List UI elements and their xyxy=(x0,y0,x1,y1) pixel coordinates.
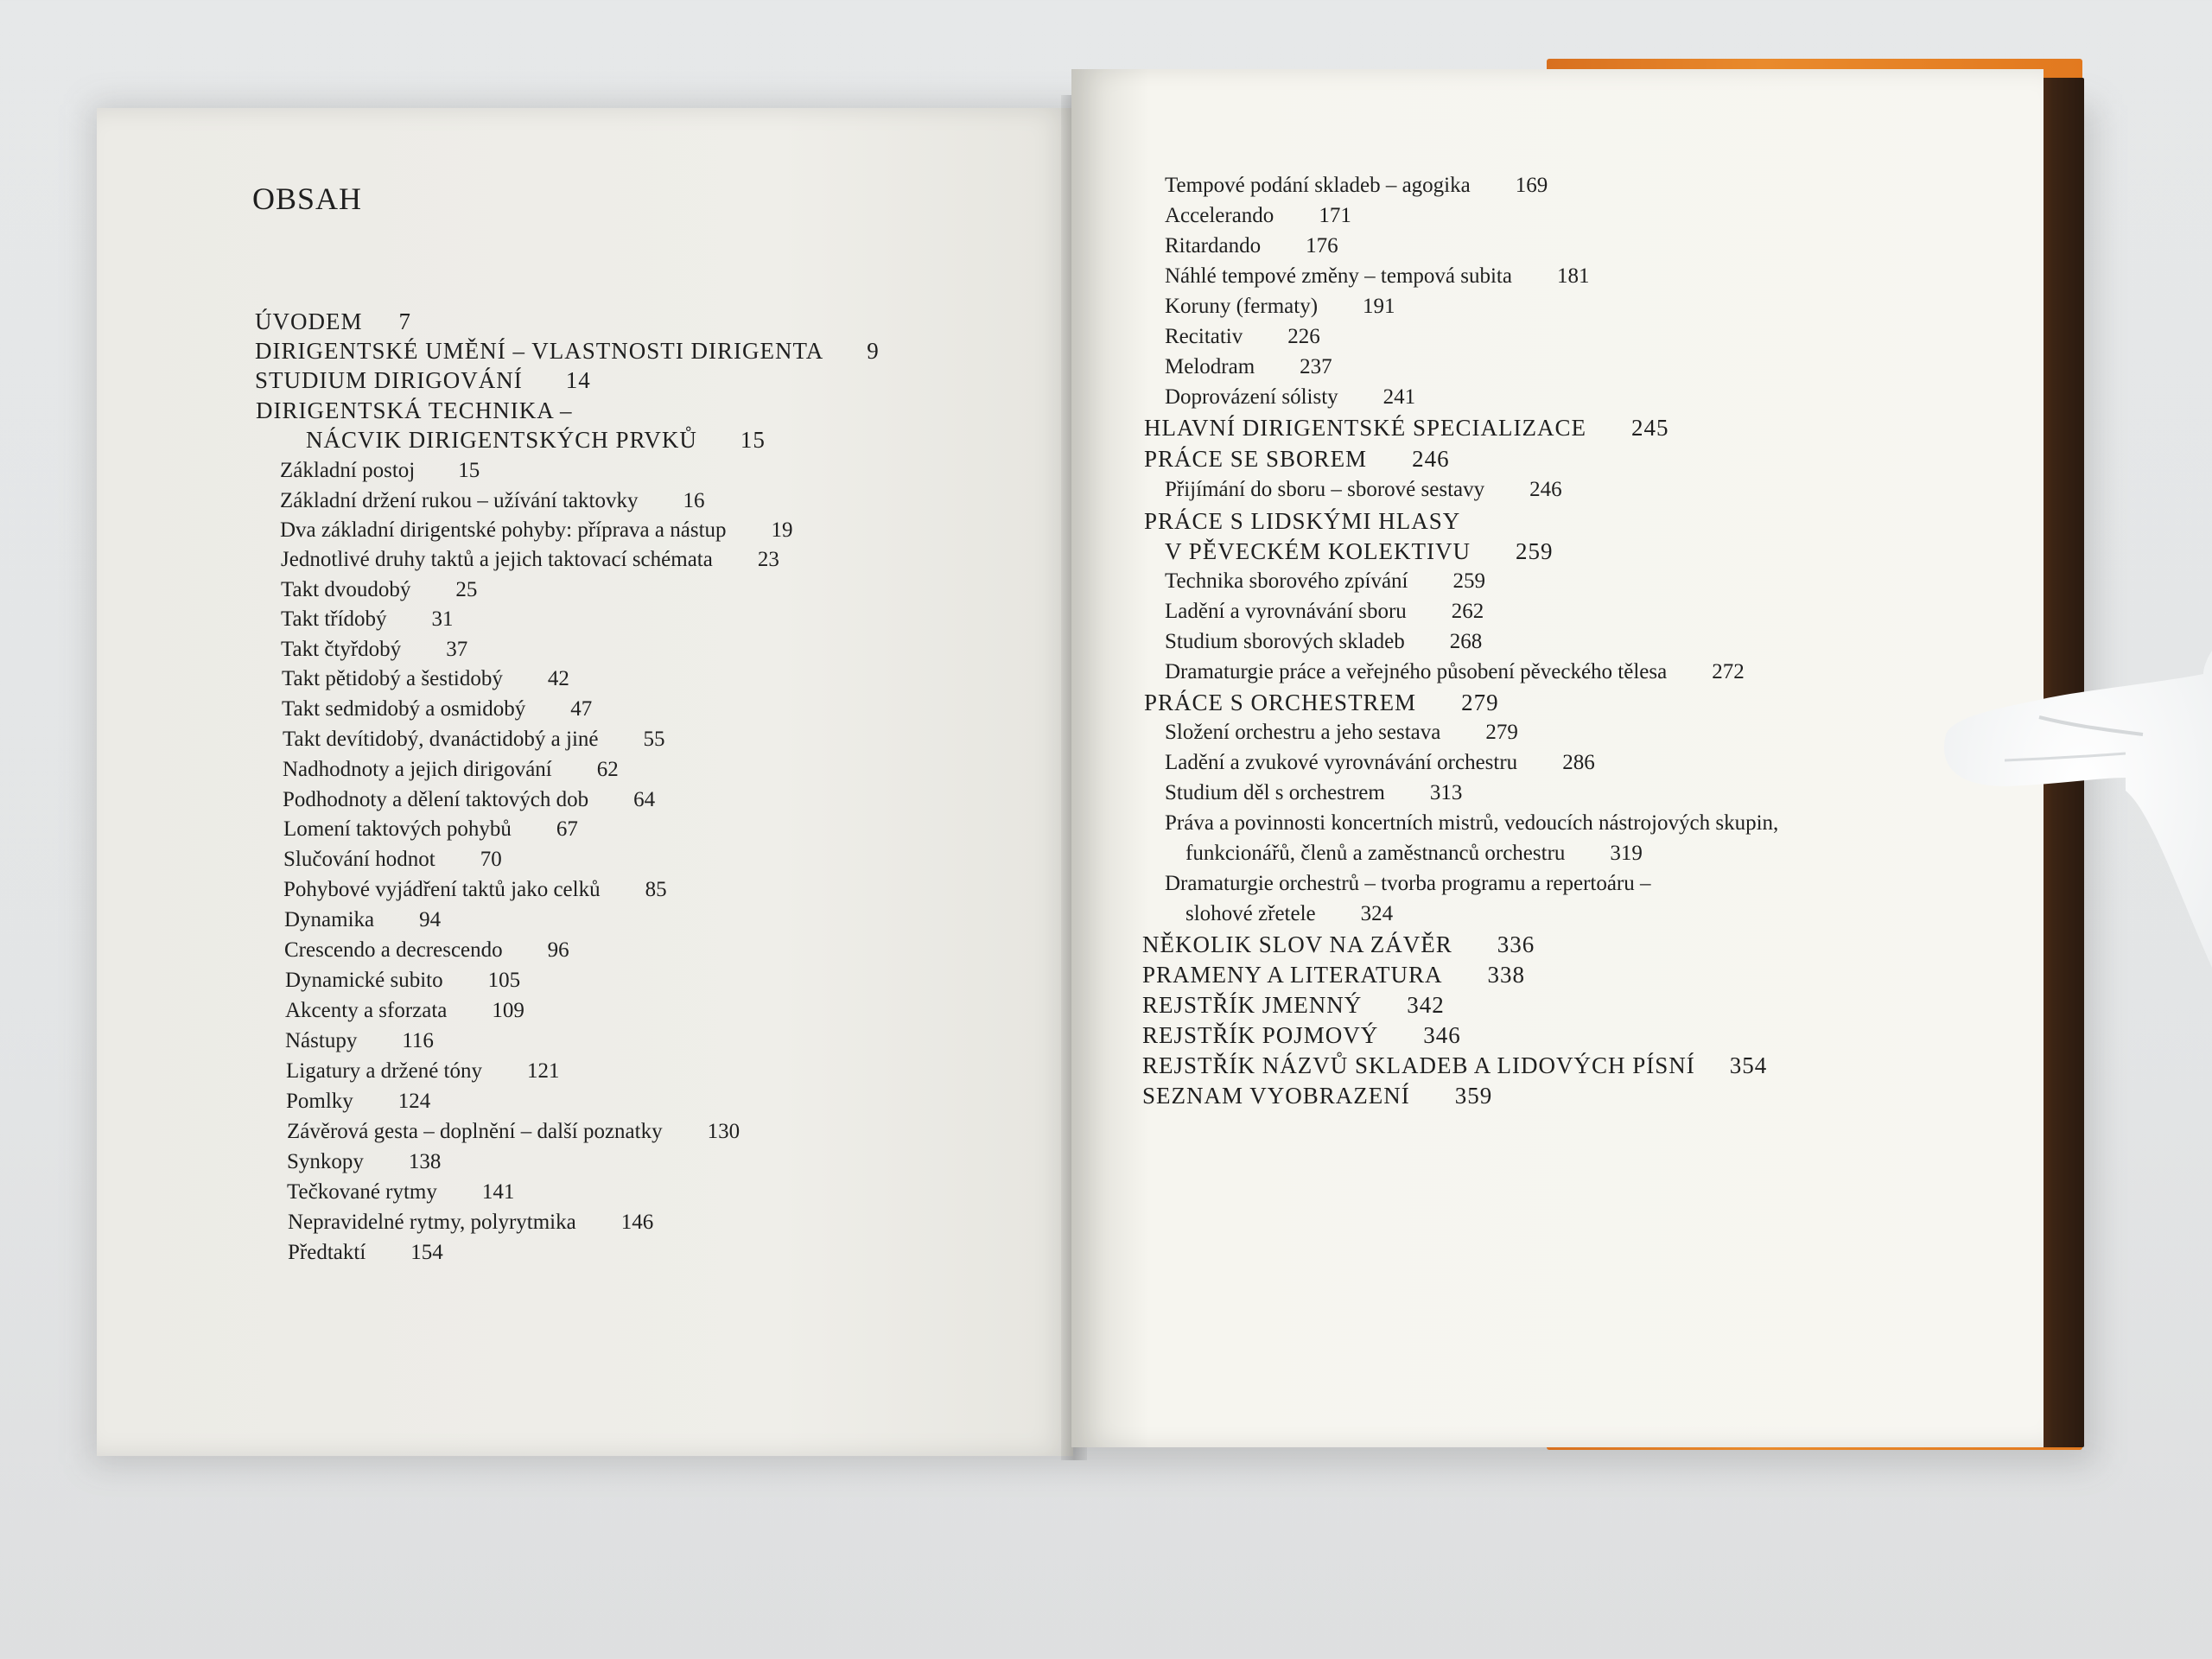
toc-entry: Ladění a zvukové vyrovnávání orchestru 286 xyxy=(1165,751,1595,774)
toc-entry: Ritardando 176 xyxy=(1165,234,1338,257)
toc-entry: Jednotlivé druhy taktů a jejich taktovací schémata 23 xyxy=(281,548,779,571)
toc-entry: Podhodnoty a dělení taktových dob 64 xyxy=(283,788,656,811)
toc-entry: Nadhodnoty a jejich dirigování 62 xyxy=(283,758,619,781)
toc-entry: Složení orchestru a jeho sestava 279 xyxy=(1165,721,1518,744)
toc-entry: Závěrová gesta – doplnění – další poznatky 130 xyxy=(287,1120,741,1143)
toc-entry: slohové zřetele 324 xyxy=(1185,902,1394,925)
toc-entry: Přijímání do sboru – sborové sestavy 246 xyxy=(1165,478,1562,501)
toc-entry: Accelerando 171 xyxy=(1165,204,1351,227)
toc-entry: Ladění a vyrovnávání sboru 262 xyxy=(1165,600,1484,623)
toc-entry: SEZNAM VYOBRAZENÍ 359 xyxy=(1142,1083,1493,1109)
toc-title: OBSAH xyxy=(252,181,363,216)
left-page xyxy=(97,108,1073,1456)
toc-entry: Studium děl s orchestrem 313 xyxy=(1165,781,1463,804)
toc-entry: Takt pětidobý a šestidobý 42 xyxy=(282,667,569,690)
toc-entry: PRAMENY A LITERATURA 338 xyxy=(1142,962,1526,988)
toc-entry: REJSTŘÍK NÁZVŮ SKLADEB A LIDOVÝCH PÍSNÍ 354 xyxy=(1142,1052,1768,1078)
toc-entry: Dynamika 94 xyxy=(284,908,442,931)
toc-entry: Práva a povinnosti koncertních mistrů, vedoucích nástrojových skupin, xyxy=(1165,811,1779,835)
toc-entry: REJSTŘÍK POJMOVÝ 346 xyxy=(1142,1022,1461,1048)
toc-entry: Akcenty a sforzata 109 xyxy=(285,999,524,1022)
toc-entry: Studium sborových skladeb 268 xyxy=(1165,630,1483,653)
toc-entry: Synkopy 138 xyxy=(287,1150,442,1173)
toc-entry: NÁCVIK DIRIGENTSKÝCH PRVKŮ 15 xyxy=(306,427,766,453)
toc-entry: DIRIGENTSKÉ UMĚNÍ – VLASTNOSTI DIRIGENTA 9 xyxy=(255,338,880,364)
toc-entry: Náhlé tempové změny – tempová subita 181 xyxy=(1165,264,1590,288)
toc-entry: Základní držení rukou – užívání taktovky 16 xyxy=(280,489,705,512)
toc-entry: Nástupy 116 xyxy=(285,1029,434,1052)
toc-entry: funkcionářů, členů a zaměstnanců orchestru 319 xyxy=(1185,842,1643,865)
toc-entry: Takt devítidobý, dvanáctidobý a jiné 55 xyxy=(283,728,665,751)
toc-entry: NĚKOLIK SLOV NA ZÁVĚR 336 xyxy=(1142,931,1535,957)
toc-entry: Recitativ 226 xyxy=(1165,325,1320,348)
toc-entry: PRÁCE S LIDSKÝMI HLASY xyxy=(1144,508,1461,534)
toc-entry: STUDIUM DIRIGOVÁNÍ 14 xyxy=(255,367,591,393)
toc-entry: Předtaktí 154 xyxy=(288,1241,443,1264)
toc-entry: Lomení taktových pohybů 67 xyxy=(283,817,578,841)
toc-entry: Melodram 237 xyxy=(1165,355,1332,378)
gloved-hand xyxy=(1944,605,2212,1141)
toc-entry: Základní postoj 15 xyxy=(280,459,480,482)
toc-entry: Takt sedmidobý a osmidobý 47 xyxy=(282,697,593,721)
toc-entry: Dynamické subito 105 xyxy=(285,969,521,992)
toc-entry: PRÁCE S ORCHESTREM 279 xyxy=(1144,690,1499,715)
toc-entry: V PĚVECKÉM KOLEKTIVU 259 xyxy=(1165,538,1554,564)
toc-entry: PRÁCE SE SBOREM 246 xyxy=(1144,446,1450,472)
right-page xyxy=(1071,69,2044,1447)
toc-entry: Nepravidelné rytmy, polyrytmika 146 xyxy=(288,1211,654,1234)
toc-entry: Pomlky 124 xyxy=(286,1090,431,1113)
toc-entry: Dramaturgie práce a veřejného působení pěveckého tělesa 272 xyxy=(1165,660,1745,683)
toc-entry: Takt čtyřdobý 37 xyxy=(281,638,468,661)
toc-entry: ÚVODEM 7 xyxy=(255,308,411,334)
toc-entry: Takt třídobý 31 xyxy=(281,607,454,631)
toc-entry: Koruny (fermaty) 191 xyxy=(1165,295,1395,318)
toc-entry: Crescendo a decrescendo 96 xyxy=(284,938,569,962)
toc-entry: Tečkované rytmy 141 xyxy=(287,1180,515,1204)
toc-entry: Tempové podání skladeb – agogika 169 xyxy=(1165,174,1548,197)
toc-entry: HLAVNÍ DIRIGENTSKÉ SPECIALIZACE 245 xyxy=(1144,415,1669,441)
toc-entry: Dva základní dirigentské pohyby: příprava a nástup 19 xyxy=(280,518,793,542)
toc-entry: Ligatury a držené tóny 121 xyxy=(286,1059,560,1083)
toc-entry: Technika sborového zpívání 259 xyxy=(1165,569,1485,593)
toc-entry: Takt dvoudobý 25 xyxy=(281,578,478,601)
toc-entry: Doprovázení sólisty 241 xyxy=(1165,385,1416,409)
toc-entry: Dramaturgie orchestrů – tvorba programu a repertoáru – xyxy=(1165,872,1651,895)
toc-entry: Pohybové vyjádření taktů jako celků 85 xyxy=(283,878,667,901)
toc-entry: Slučování hodnot 70 xyxy=(283,848,502,871)
toc-entry: REJSTŘÍK JMENNÝ 342 xyxy=(1142,992,1445,1018)
toc-entry: DIRIGENTSKÁ TECHNIKA – xyxy=(256,397,573,423)
